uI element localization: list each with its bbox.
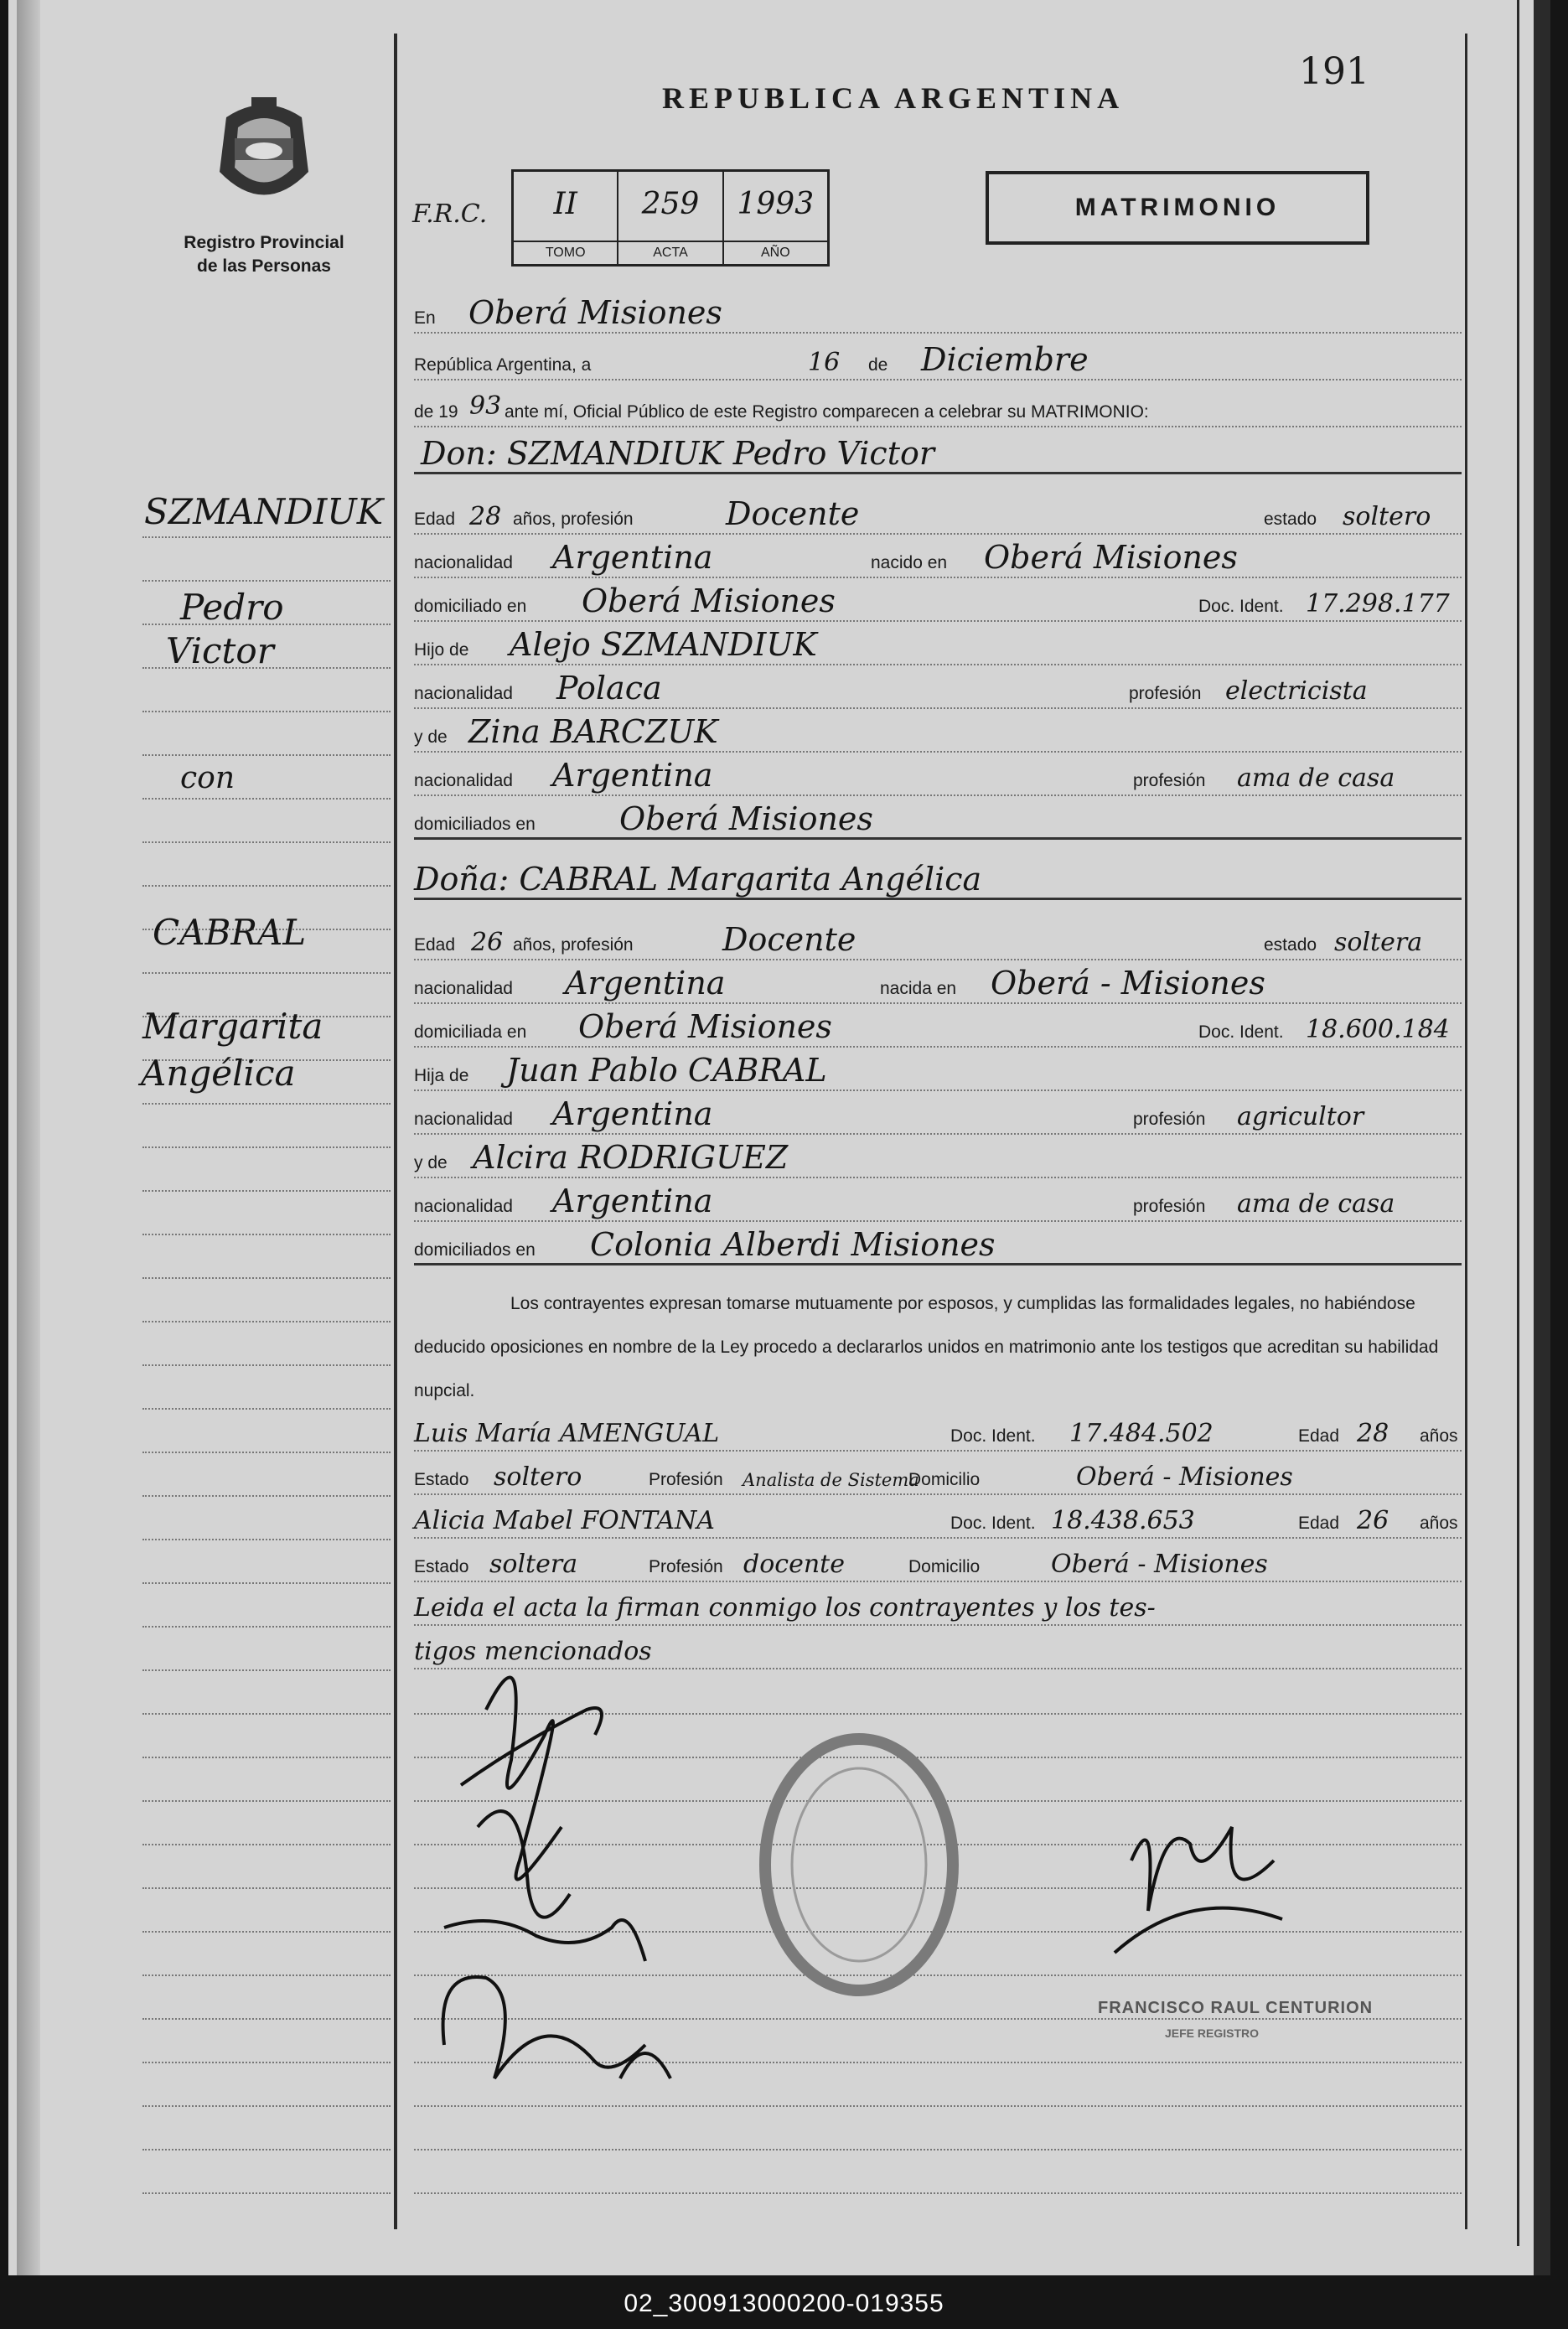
officer-name: FRANCISCO RAUL CENTURION xyxy=(1098,1999,1374,2017)
page-edge-shadow xyxy=(1534,0,1550,2275)
bride-mother-nat-line: nacionalidad Argentina profesión ama de casa xyxy=(414,1178,1462,1222)
act-type-box: MATRIMONIO xyxy=(986,171,1369,245)
closing-line-2: tigos mencionados xyxy=(414,1626,1462,1669)
margin-bride-surname: CABRAL xyxy=(153,912,307,953)
bride-age-line: Edad 26 años, profesión Docente estado soltera xyxy=(414,917,1462,960)
margin-bride-second: Angélica xyxy=(141,1053,296,1094)
closing-line-1: Leida el acta la firman conmigo los contrayentes y los tes- xyxy=(414,1582,1462,1626)
form-line-date: República Argentina, a 16 de Diciembre xyxy=(414,337,1462,380)
tomo-cell: II TOMO xyxy=(514,172,618,264)
margin-bride-first: Margarita xyxy=(142,1006,323,1047)
form-line-year: de 19 93 ante mí, Oficial Público de este Registro comparecen a celebrar su MATRIMONIO: xyxy=(414,384,1462,427)
margin-groom-second: Victor xyxy=(166,630,274,671)
acta-cell: 259 ACTA xyxy=(618,172,723,264)
groom-father-nat-line: nacionalidad Polaca profesión electricista xyxy=(414,665,1462,709)
margin-groom-surname: SZMANDIUK xyxy=(144,491,384,532)
declaration-text: Los contrayentes expresan tomarse mutuamente por esposos, y cumplidas las formalidades legales, no habiéndose deducido oposiciones en nombre de la Ley procedo a declararlos unidos en matrimonio ante los testigos que acreditan su habilidad nupcial. xyxy=(414,1294,1439,1400)
outer-right-rule xyxy=(1517,0,1519,2246)
officer-title: JEFE REGISTRO xyxy=(1165,2026,1260,2040)
page-number: 191 xyxy=(1299,50,1369,93)
country-title: REPUBLICA ARGENTINA xyxy=(662,81,1125,115)
groom-age-line: Edad 28 años, profesión Docente estado soltero xyxy=(414,491,1462,535)
frc-label: F.R.C. xyxy=(412,199,488,229)
witness1-details-line: Estado soltero Profesión Analista de Sistema Domicilio Oberá - Misiones xyxy=(414,1452,1462,1495)
groom-mother-nat-line: nacionalidad Argentina profesión ama de casa xyxy=(414,753,1462,796)
groom-mother-line: y de Zina BARCZUK xyxy=(414,709,1462,753)
provincial-seal-emblem-icon xyxy=(210,92,318,214)
bride-father-nat-line: nacionalidad Argentina profesión agricultor xyxy=(414,1091,1462,1135)
right-rule xyxy=(1465,34,1467,2229)
form-line-place: En Oberá Misiones xyxy=(414,290,1462,334)
margin-connector: con xyxy=(180,761,235,795)
witness2-details-line: Estado soltera Profesión docente Domicilio Oberá - Misiones xyxy=(414,1539,1462,1582)
groom-father-line: Hijo de Alejo SZMANDIUK xyxy=(414,622,1462,665)
groom-nationality-line: nacionalidad Argentina nacido en Oberá Misiones xyxy=(414,535,1462,578)
image-caption: 02_300913000200-019355 xyxy=(624,2290,944,2317)
bride-father-line: Hija de Juan Pablo CABRAL xyxy=(414,1048,1462,1091)
bride-domicile-line: domiciliada en Oberá Misiones Doc. Ident. 18.600.184 xyxy=(414,1004,1462,1048)
registry-name: Registro Provincial de las Personas xyxy=(184,233,344,276)
bride-parents-domicile-line: domiciliados en Colonia Alberdi Misiones xyxy=(414,1222,1462,1265)
tomo-acta-ano-box xyxy=(511,169,830,267)
margin-groom-first: Pedro xyxy=(180,587,284,628)
groom-name-line: Don: SZMANDIUK Pedro Victor xyxy=(414,431,1462,474)
groom-parents-domicile-line: domiciliados en Oberá Misiones xyxy=(414,796,1462,840)
binding-edge xyxy=(17,0,40,2275)
witness1-name-line: Luis María AMENGUAL Doc. Ident. 17.484.502 Edad 28 años xyxy=(414,1408,1462,1452)
witness2-name-line: Alicia Mabel FONTANA Doc. Ident. 18.438.653 Edad 26 años xyxy=(414,1495,1462,1539)
bride-name-line: Doña: CABRAL Margarita Angélica xyxy=(414,857,1462,900)
ano-cell: 1993 AÑO xyxy=(724,172,827,264)
bride-mother-line: y de Alcira RODRIGUEZ xyxy=(414,1135,1462,1178)
bride-nationality-line: nacionalidad Argentina nacida en Oberá - Misiones xyxy=(414,960,1462,1004)
register-page xyxy=(8,0,1542,2275)
groom-domicile-line: domiciliado en Oberá Misiones Doc. Ident. 17.298.177 xyxy=(414,578,1462,622)
official-stamp xyxy=(754,1726,964,2003)
